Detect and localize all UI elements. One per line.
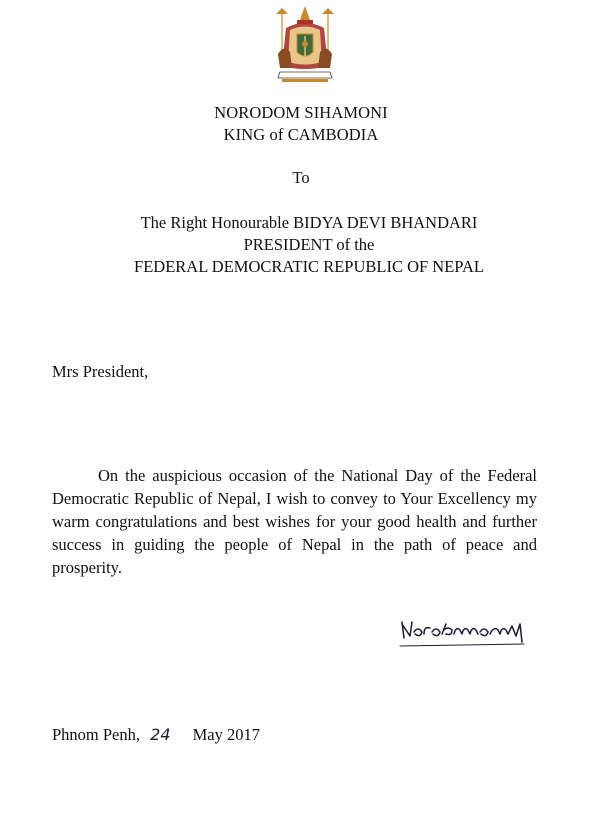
- sender-title: KING of CAMBODIA: [223, 125, 379, 144]
- dateline-month-year: May 2017: [192, 725, 260, 744]
- recipient-line-1: The Right Honourable BIDYA DEVI BHANDARI: [140, 213, 478, 232]
- recipient-line-3: FEDERAL DEMOCRATIC REPUBLIC OF NEPAL: [134, 257, 484, 276]
- salutation: Mrs President,: [52, 362, 149, 381]
- dateline: [52, 725, 260, 745]
- to-label: To: [292, 168, 310, 187]
- dateline-place: Phnom Penh,: [52, 725, 141, 744]
- dateline-day: 24: [150, 725, 171, 744]
- sender-name: NORODOM SIHAMONI: [214, 103, 388, 122]
- royal-crest-icon: [272, 6, 338, 84]
- letter-body: On the auspicious occasion of the National Day of the Federal Democratic Republic of Nepal, I wish to convey to Your Excellency my warm congratulations and best wishes for your good health and further success in guiding the people of Nepal in the path of peace and prosperity.: [52, 466, 537, 577]
- recipient-line-2: PRESIDENT of the: [243, 235, 375, 254]
- signature-icon: [398, 612, 530, 652]
